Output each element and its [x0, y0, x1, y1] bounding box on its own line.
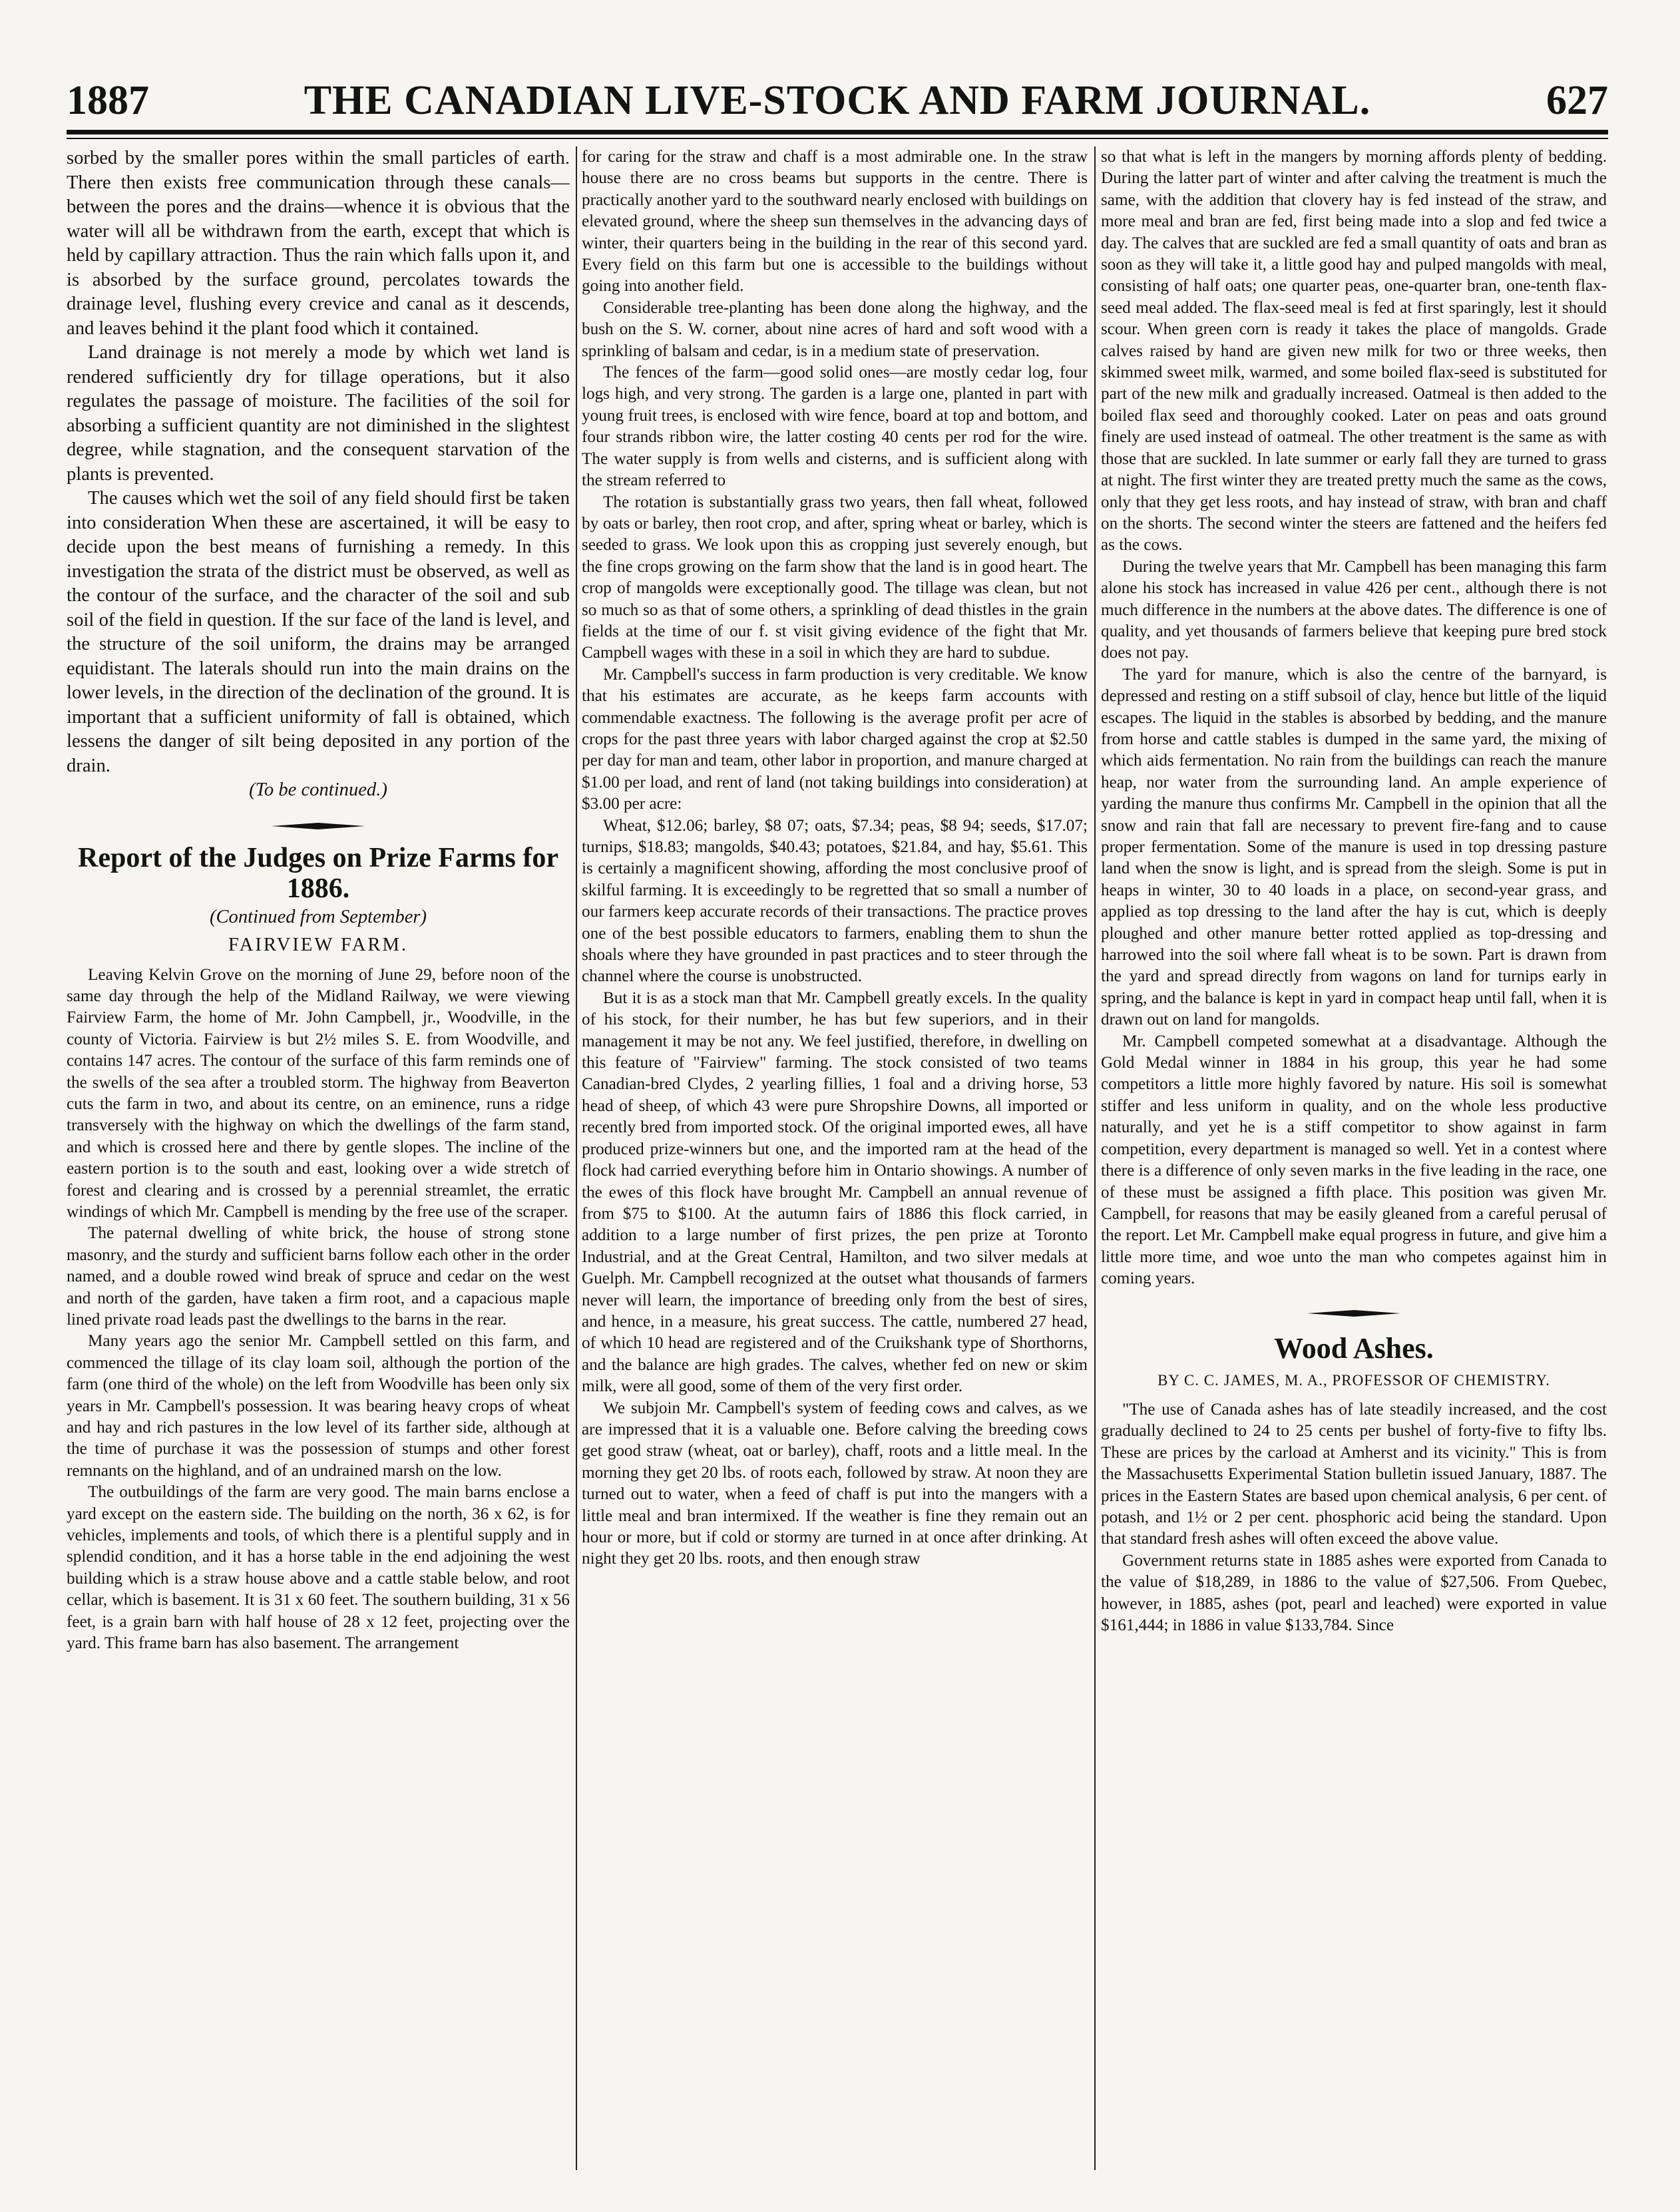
- paragraph: sorbed by the smaller pores within the small particles of earth. There then exists free communication through these canals—between the pores and the drains—whence it is obvious that the water will all be withdrawn from the earth, except that which is held by capillary attraction. Thus the rain which falls upon it, and is absorbed by the surface ground, percolates towards the drainage level, flushing every crevice and canal as it descends, and leaves behind it the plant food which it contained.: [67, 148, 570, 339]
- page-number: 627: [1546, 78, 1608, 123]
- paragraph: Mr. Campbell's success in farm production is very creditable. We know that his estimates are accurate, as he keeps farm accounts with commendable exactness. The following is the average profit per acre of crops for the past three years with labor charged against the crop at $2.50 per day for man and team, other labor in proportion, and manure charged at $1.00 per load, and rent of land (not taking buildings into consideration) at $3.00 per acre:: [582, 665, 1088, 813]
- section-ornament: [67, 816, 570, 836]
- column-1: [67, 146, 570, 2170]
- continued-note: (To be continued.): [249, 779, 387, 800]
- journal-title: THE CANADIAN LIVE-STOCK AND FARM JOURNAL.: [304, 78, 1371, 123]
- farm-name: FAIRVIEW FARM.: [228, 935, 409, 955]
- article-byline: BY C. C. JAMES, M. A., PROFESSOR OF CHEMISTRY.: [1157, 1371, 1550, 1389]
- paragraph: The fences of the farm—good solid ones—are mostly cedar log, four logs high, and very strong. The garden is a large one, planted in part with young fruit trees, is enclosed with wire fence, board at top and bottom, and four strands ribbon wire, the latter costing 40 cents per rod for the wire. The water supply is from wells and cisterns, and is sufficient along with the stream referred to: [582, 363, 1088, 490]
- header-rule-thick: [67, 130, 1608, 134]
- paragraph: Wheat, $12.06; barley, $8 07; oats, $7.34; peas, $8 94; seeds, $17.07; turnips, $18.83; mangolds, $40.43; potatoes, $21.84, and hay, $5.61. This is certainly a magnificent showing, affording the most conclusive proof of skilful farming. It is exceedingly to be regretted that so small a number of our farmers keep accurate records of their transactions. The practice proves one of the best possible educators to farmers, enabling them to shun the shoals where they have grounded in past practices and to steer through the channel where the course is unobstructed.: [582, 816, 1088, 986]
- paragraph: The rotation is substantially grass two years, then fall wheat, followed by oats or barley, then root crop, and after, spring wheat or barley, which is seeded to grass. We look upon this as cropping just severely enough, but the fine crops growing on the farm show that the land is in good heart. The crop of mangolds were exceptionally good. The tillage was clean, but not so much so as that of some others, a sprinkling of dead thistles in the grain fields at the time of our f. st visit giving evidence of the fight that Mr. Campbell wages with these in a soil in which they are hard to subdue.: [582, 493, 1088, 662]
- report-subtitle: (Continued from September): [209, 906, 427, 927]
- paragraph: The yard for manure, which is also the centre of the barnyard, is depressed and resting on a stiff subsoil of clay, hence but little of the liquid escapes. The liquid in the stables is absorbed by bedding, and the manure from horse and cattle stables is dumped in the same yard, the mixing of which aids fermentation. No rain from the buildings can reach the manure heap, nor water from the surrounding land. An ample experience of yarding the manure thus confirms Mr. Campbell in the opinion that all the snow and rain that fall are necessary to prevent fire-fang and to cause proper fermentation. Some of the manure is used in top dressing pasture land when the snow is light, and is spread from the sleigh. Some is put in heaps in winter, 30 to 40 loads in a place, on second-year grass, and applied as top dressing to the land after the hay is cut, which is deeply ploughed and other manure better rotted applied as top-dressing and harrowed into the soil where fall wheat is to be sown. Part is drawn from the yard and spread directly from wagons on land for turnips early in spring, and the balance is kept in yard in compact heap until fall, when it is drawn out on land for mangolds.: [1101, 665, 1607, 1029]
- section-ornament: [1101, 1303, 1607, 1323]
- paragraph: "The use of Canada ashes has of late steadily increased, and the cost gradually declined to 24 to 25 cents per bushel of forty-five to fifty lbs. These are prices by the carload at Amherst and its vicinity." This is from the Massachusetts Experimental Station bulletin issued January, 1887. The prices in the Eastern States are based upon chemical analysis, 6 per cent. of potash, and 1½ or 2 per cent. phosphoric acid being the standard. Upon that standard fresh ashes will often exceed the above value.: [1101, 1400, 1607, 1548]
- header-rule-thin: [67, 138, 1608, 139]
- paragraph: The outbuildings of the farm are very good. The main barns enclose a yard except on the eastern side. The building on the north, 36 x 62, is for vehicles, implements and tools, of which there is a plentiful supply and in splendid condition, and it has a horse table in the end adjoining the west building which is a straw house above and a cattle stable below, and root cellar, which is basement. It is 31 x 60 feet. The southern building, 31 x 56 feet, is a grain barn with half house of 28 x 12 feet, projecting over the yard. This frame barn has also basement. The arrangement: [67, 1483, 570, 1653]
- header-year: 1887: [67, 78, 149, 123]
- paragraph: so that what is left in the mangers by morning affords plenty of bedding. During the latter part of winter and after calving the treatment is much the same, with the addition that clovery hay is fed instead of the straw, and more meal and bran are fed, first being made into a slop and fed twice a day. The calves that are suckled are fed a small quantity of oats and bran as soon as they will take it, a little good hay and pulped mangolds with meal, consisting of half oats; one quarter peas, one-quarter bran, one-tenth flax-seed meal added. The flax-seed meal is fed at first sparingly, lest it should scour. When green corn is ready it takes the place of mangolds. Grade calves raised by hand are given new milk for two or three weeks, then skimmed sweet milk, warmed, and some boiled flax-seed is substituted for part of the new milk and gradually increased. Oatmeal is then added to the boiled flax seed and thoroughly cooked. Later on peas and oats ground finely are used instead of oatmeal. The other treatment is the same as with those that are suckled. In late summer or early fall they are turned to grass at night. The first winter they are treated pretty much the same as the cows, only that they get less roots, and hay instead of straw, with bran and chaff on the shorts. The second winter the steers are fattened and the heifers fed as the cows.: [1101, 148, 1607, 554]
- paragraph: The paternal dwelling of white brick, the house of strong stone masonry, and the sturdy and sufficient barns follow each other in the order named, and a double rowed wind break of spruce and cedar on the west and north of the garden, have taken a firm root, and a capacious maple lined private road leads past the dwellings to the barns in the rear.: [67, 1224, 570, 1329]
- paragraph: But it is as a stock man that Mr. Campbell greatly excels. In the quality of his stock, for their number, he has but few superiors, and in their management it may be not any. We feel justified, therefore, in dwelling on this feature of "Fairview" farming. The stock consisted of two teams Canadian-bred Clydes, 2 yearling fillies, 1 foal and a driving horse, 53 head of sheep, of which 43 were pure Shropshire Downs, all imported or recently bred from imported stock. Of the original imported ewes, all have produced prize-winners but one, and the imported ram at the head of the flock had carried everything before him in Ontario showings. A number of the ewes of this flock have brought Mr. Campbell an annual revenue of from $75 to $100. At the autumn fairs of 1886 this flock carried, in addition to a large number of first prizes, the pen prize at Toronto Industrial, and at the Great Central, Hamilton, and two silver medals at Guelph. Mr. Campbell recognized at the outset what thousands of farmers never will learn, the importance of breeding only from the best of sires, and hence, in a measure, his great success. The cattle, numbered 27 head, of which 10 head are registered and of the Cruikshank type of Shorthorns, and the balance are high grades. The calves, whether fed on new or skim milk, were all good, some of them of the very first order.: [582, 989, 1088, 1396]
- paragraph: Government returns state in 1885 ashes were exported from Canada to the value of $18,289, in 1886 to the value of $27,506. From Quebec, however, in 1885, ashes (pot, pearl and leached) were exported in value $161,444; in 1886 in value $133,784. Since: [1101, 1551, 1607, 1634]
- report-title: Report of the Judges on Prize Farms for 1886.: [78, 842, 558, 904]
- column-3: [1101, 146, 1607, 2170]
- article-title: Wood Ashes.: [1274, 1331, 1434, 1365]
- paragraph: Land drainage is not merely a mode by which wet land is rendered sufficiently dry for tillage operations, but it also regulates the passage of moisture. The facilities of the soil for absorbing a sufficient quantity are not diminished in the slightest degree, while stagnation, and the consequent starvation of the plants is prevented.: [67, 342, 570, 485]
- paragraph: Many years ago the senior Mr. Campbell settled on this farm, and commenced the tillage of its clay loam soil, although the portion of the farm (one third of the whole) on the left from Woodville has been only six years in Mr. Campbell's possession. It was bearing heavy crops of wheat and hay and rich pastures in the low level of its farther side, although at the time of purchase it was the possession of stumps and other forest remnants on the highland, and of an undrained marsh on the low.: [67, 1332, 570, 1480]
- paragraph: Leaving Kelvin Grove on the morning of June 29, before noon of the same day through the help of the Midland Railway, we were viewing Fairview Farm, the home of Mr. John Campbell, jr., Woodville, in the county of Victoria. Fairview is but 2½ miles S. E. from Woodville, and contains 147 acres. The contour of the surface of this farm reminds one of the swells of the sea after a troubled storm. The highway from Beaverton cuts the farm in two, and about its centre, on an eminence, runs a ridge transversely with the highway on which the dwellings of the farm stand, and which is crossed here and there by gentle slopes. The incline of the eastern portion is to the south and east, looking over a wide stretch of forest and clearing and is crossed by a perennial streamlet, the erratic windings of which Mr. Campbell is mending by the free use of the scraper.: [67, 965, 570, 1221]
- paragraph: Mr. Campbell competed somewhat at a disadvantage. Although the Gold Medal winner in 1884 in his group, this year he had some competitors a little more highly favored by nature. His soil is somewhat stiffer and less uniform in quality, and on the whole less productive naturally, and yet he is a stiff competitor to show against in farm competition, every department is managed so well. Yet in a contest where there is a difference of only seven marks in the five leading in the race, one of these must be assigned a fifth place. This position was given Mr. Campbell, for reasons that may be easily gleaned from a careful perusal of the report. Let Mr. Campbell make equal progress in future, and give him a little more time, and woe unto the man who competes against him in coming years.: [1101, 1032, 1607, 1288]
- column-divider: [576, 146, 577, 2170]
- ornament-rule-icon: [1307, 1309, 1400, 1318]
- paragraph: During the twelve years that Mr. Campbell has been managing this farm alone his stock has increased in value 426 per cent., although there is not much difference in the numbers at the above dates. The difference is one of quality, and yet thousands of farmers believe that keeping pure bred stock does not pay.: [1101, 557, 1607, 662]
- column-2: [582, 146, 1088, 2170]
- page-header: [67, 64, 1608, 137]
- column-divider: [1094, 146, 1096, 2170]
- paragraph: for caring for the straw and chaff is a most admirable one. In the straw house there are no cross beams but supports in the centre. There is practically another yard to the southward nearly enclosed with buildings on elevated ground, where the sheep sun themselves in the advancing days of winter, their quarters being in the building in the rear of this second yard. Every field on this farm but one is accessible to the buildings without going into another field.: [582, 148, 1088, 296]
- paragraph: The causes which wet the soil of any field should first be taken into consideration When these are ascertained, it will be easy to decide upon the best means of furnishing a remedy. In this investigation the strata of the district must be observed, as well as the contour of the surface, and the character of the soil and sub soil of the field in question. If the sur face of the land is level, and the structure of the soil uniform, the drains may be arranged equidistant. The laterals should run into the main drains on the lower levels, in the direction of the declination of the ground. It is important that a sufficient uniformity of fall is obtained, which lessens the danger of silt being deposited in any portion of the drain.: [67, 488, 570, 776]
- ornament-rule-icon: [272, 821, 365, 831]
- paragraph: Considerable tree-planting has been done along the highway, and the bush on the S. W. corner, about nine acres of hard and soft wood with a sprinkling of balsam and cedar, is in a medium state of preservation.: [582, 298, 1088, 360]
- paragraph: We subjoin Mr. Campbell's system of feeding cows and calves, as we are impressed that it is a valuable one. Before calving the breeding cows get good straw (wheat, oat or barley), chaff, roots and a little meal. In the morning they get 20 lbs. of roots each, followed by straw. At noon they are turned out to water, when a feed of chaff is put into the mangers with a little meal and bran intermixed. If the weather is fine they remain out an hour or more, but if cold or stormy are turned in at once after drinking. At night they get 20 lbs. roots, and then enough straw: [582, 1399, 1088, 1568]
